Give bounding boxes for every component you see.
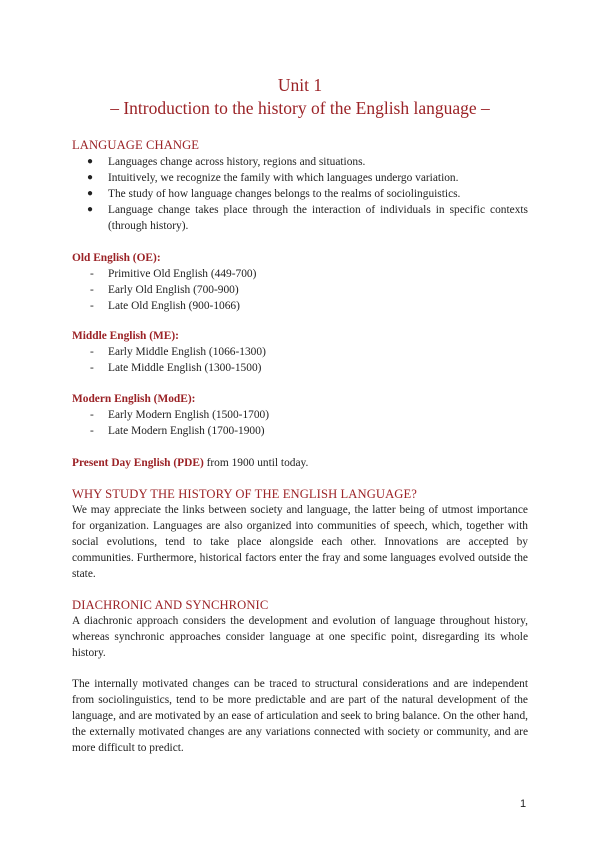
list-item: ● The study of how language changes belongs to the realms of sociolinguistics.	[87, 188, 461, 200]
list-item: ● Languages change across history, regions and situations.	[87, 156, 366, 168]
present-day-text: from 1900 until today.	[203, 457, 309, 469]
dash-icon: -	[90, 362, 94, 374]
present-day-line	[72, 455, 528, 471]
why-study-paragraph: We may appreciate the links between society and language, the latter being of utmost importance for organization. Languages are also organized into communities of speech, which, together with social evolutions, tend to take place alongside each other. Innovations are accepted by communities. Furthermore, historical factors enter the fray and some languages evolved outside the state.	[72, 504, 528, 580]
diachronic-paragraph-2: The internally motivated changes can be traced to structural considerations and are independent from sociolinguistics, tend to be more predictable and are part of the natural development of the language, and are motivated by an ease of articulation and seek to bring balance. On the other hand, the externally motivated changes are any variations connected with society or community, and are more difficult to predict.	[72, 678, 528, 754]
list-item: ● Intuitively, we recognize the family with which languages undergo variation.	[87, 172, 459, 184]
list-item: - Late Modern English (1700-1900)	[90, 425, 265, 437]
dash-icon: -	[90, 346, 94, 358]
old-english-list	[72, 266, 528, 314]
modern-english-heading: Modern English (ModE):	[72, 393, 196, 405]
list-item: - Late Old English (900-1066)	[90, 300, 240, 312]
language-change-heading: LANGUAGE CHANGE	[72, 138, 200, 152]
dash-icon: -	[90, 409, 94, 421]
modern-english-list	[72, 407, 528, 439]
dash-icon: -	[90, 268, 94, 280]
bullet-icon: ●	[87, 204, 94, 215]
bullet-icon: ●	[87, 172, 94, 183]
diachronic-heading: DIACHRONIC AND SYNCHRONIC	[72, 598, 269, 612]
list-item: - Early Modern English (1500-1700)	[90, 409, 270, 421]
bullet-icon: ●	[87, 156, 94, 167]
dash-icon: -	[90, 300, 94, 312]
bullet-icon: ●	[87, 188, 94, 199]
middle-english-heading: Middle English (ME):	[72, 330, 179, 342]
dash-icon: -	[90, 284, 94, 296]
title-block	[0, 74, 600, 120]
list-item: - Late Middle English (1300-1500)	[90, 362, 262, 374]
language-change-list	[72, 154, 528, 234]
list-item: - Early Middle English (1066-1300)	[90, 346, 266, 358]
dash-icon: -	[90, 425, 94, 437]
unit-title: Unit 1	[277, 75, 323, 95]
middle-english-list	[72, 344, 528, 376]
diachronic-paragraph-1: A diachronic approach considers the development and evolution of language throughout history, whereas synchronic approaches consider language at one specific point, disregarding its whole history.	[72, 615, 528, 659]
list-item: ● Language change takes place through the interaction of individuals in specific contexts (through history).	[87, 204, 528, 232]
present-day-label: Present Day English (PDE)	[72, 457, 204, 469]
old-english-heading: Old English (OE):	[72, 252, 161, 264]
page-number: 1	[520, 798, 527, 810]
list-item: - Early Old English (700-900)	[90, 284, 239, 296]
why-study-heading: WHY STUDY THE HISTORY OF THE ENGLISH LANGUAGE?	[72, 487, 417, 501]
unit-subtitle: – Introduction to the history of the English language –	[110, 98, 490, 118]
list-item: - Primitive Old English (449-700)	[90, 268, 257, 280]
